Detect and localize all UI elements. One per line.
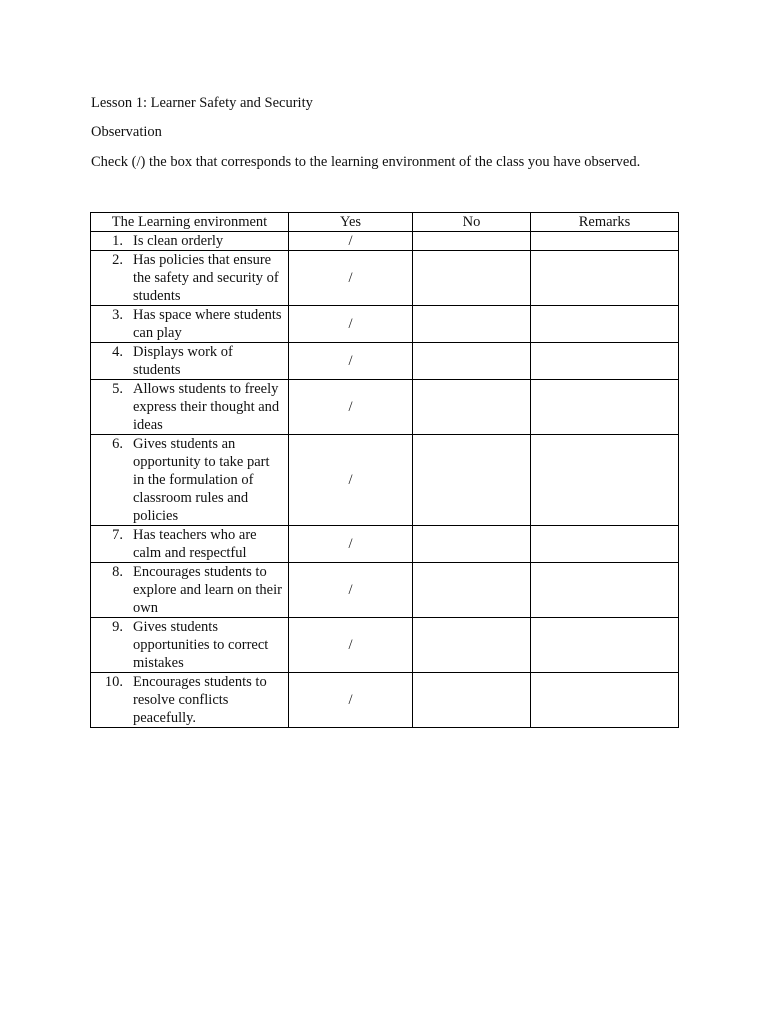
observation-table <box>90 212 679 728</box>
yes-cell[interactable]: / <box>289 251 413 306</box>
criterion-text: Has policies that ensure the safety and security of students <box>133 252 279 304</box>
no-cell[interactable] <box>413 232 531 251</box>
yes-cell[interactable]: / <box>289 673 413 728</box>
criterion-cell <box>91 673 289 728</box>
item-number: 6. <box>112 436 123 452</box>
criterion-cell <box>91 435 289 526</box>
instruction-text: Check (/) the box that corresponds to the learning environment of the class you have observed. <box>91 154 641 170</box>
yes-cell[interactable]: / <box>289 526 413 563</box>
no-cell[interactable] <box>413 343 531 380</box>
criterion-cell <box>91 251 289 306</box>
remarks-cell[interactable] <box>531 563 679 618</box>
remarks-cell[interactable] <box>531 435 679 526</box>
lesson-title: Lesson 1: Learner Safety and Security <box>91 95 313 111</box>
item-number: 3. <box>112 307 123 323</box>
no-cell[interactable] <box>413 618 531 673</box>
criterion-text: Allows students to freely express their thought and ideas <box>133 381 280 433</box>
criterion-text: Is clean orderly <box>133 233 224 249</box>
remarks-cell[interactable] <box>531 232 679 251</box>
no-cell[interactable] <box>413 435 531 526</box>
table-row <box>91 618 679 673</box>
yes-cell[interactable]: / <box>289 232 413 251</box>
remarks-cell[interactable] <box>531 526 679 563</box>
table-row <box>91 251 679 306</box>
no-cell[interactable] <box>413 526 531 563</box>
no-cell[interactable] <box>413 251 531 306</box>
yes-cell[interactable]: / <box>289 343 413 380</box>
criterion-cell <box>91 343 289 380</box>
table-row <box>91 673 679 728</box>
no-cell[interactable] <box>413 306 531 343</box>
remarks-cell[interactable] <box>531 251 679 306</box>
table-row <box>91 435 679 526</box>
criterion-cell <box>91 618 289 673</box>
header-yes: Yes <box>289 213 413 232</box>
no-cell[interactable] <box>413 380 531 435</box>
no-cell[interactable] <box>413 563 531 618</box>
yes-cell[interactable]: / <box>289 618 413 673</box>
table-header-row <box>91 213 679 232</box>
criterion-cell <box>91 526 289 563</box>
yes-cell[interactable]: / <box>289 563 413 618</box>
table-row <box>91 232 679 251</box>
item-number: 10. <box>104 674 123 690</box>
item-number: 1. <box>112 233 123 249</box>
criterion-cell <box>91 563 289 618</box>
remarks-cell[interactable] <box>531 618 679 673</box>
remarks-cell[interactable] <box>531 343 679 380</box>
item-number: 8. <box>112 564 123 580</box>
item-number: 4. <box>112 344 123 360</box>
criterion-text: Displays work of students <box>133 344 233 378</box>
criterion-text: Encourages students to explore and learn on their own <box>133 564 282 616</box>
criterion-text: Gives students opportunities to correct mistakes <box>133 619 269 671</box>
criterion-cell <box>91 380 289 435</box>
table-row <box>91 380 679 435</box>
criterion-text: Has teachers who are calm and respectful <box>133 527 257 561</box>
criterion-cell <box>91 306 289 343</box>
item-number: 2. <box>112 252 123 268</box>
header-no: No <box>413 213 531 232</box>
yes-cell[interactable]: / <box>289 435 413 526</box>
header-environment: The Learning environment <box>91 213 289 232</box>
criterion-text: Encourages students to resolve conflicts peacefully. <box>133 674 267 726</box>
table-row <box>91 343 679 380</box>
remarks-cell[interactable] <box>531 673 679 728</box>
section-heading: Observation <box>91 124 162 140</box>
criterion-cell <box>91 232 289 251</box>
yes-cell[interactable]: / <box>289 306 413 343</box>
item-number: 9. <box>112 619 123 635</box>
no-cell[interactable] <box>413 673 531 728</box>
criterion-text: Gives students an opportunity to take part in the formulation of classroom rules and policies <box>133 436 270 524</box>
remarks-cell[interactable] <box>531 380 679 435</box>
item-number: 5. <box>112 381 123 397</box>
table-row <box>91 306 679 343</box>
remarks-cell[interactable] <box>531 306 679 343</box>
header-remarks: Remarks <box>531 213 679 232</box>
item-number: 7. <box>112 527 123 543</box>
table-row <box>91 526 679 563</box>
yes-cell[interactable]: / <box>289 380 413 435</box>
table-row <box>91 563 679 618</box>
criterion-text: Has space where students can play <box>133 307 282 341</box>
